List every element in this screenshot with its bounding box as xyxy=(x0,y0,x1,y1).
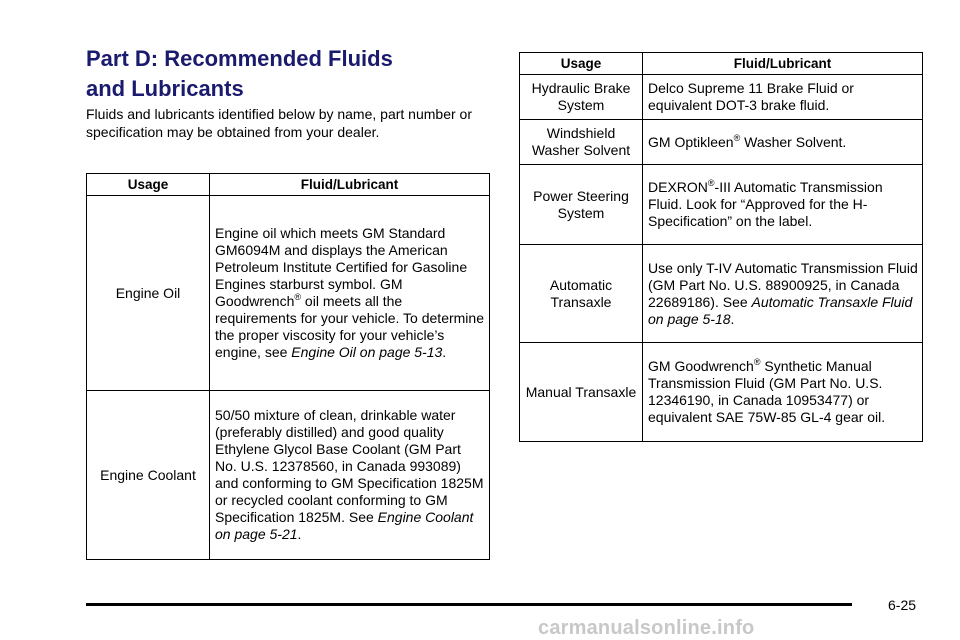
fluid-text: Synthetic Manual Transmission Fluid (GM Part No. U.S. 12346190, in Canada 10953477) or equivalent SAE 75W-85 GL-4 gear oil. xyxy=(648,358,886,425)
fluid-cell xyxy=(643,120,923,165)
fluid-text: DEXRON xyxy=(648,179,708,195)
fluid-text: oil meets all the requirements for your vehicle. To determine the proper viscosity for your vehicle’s engine, see xyxy=(215,293,484,360)
usage-cell: Hydraulic Brake System xyxy=(520,75,643,120)
title-line-2: and Lubricants xyxy=(86,76,244,101)
usage-cell: Automatic Transaxle xyxy=(520,245,643,343)
fluid-cell xyxy=(643,245,923,343)
table-row xyxy=(520,245,923,343)
title-line-1: Part D: Recommended Fluids xyxy=(86,46,393,71)
fluid-header: Fluid/Lubricant xyxy=(643,53,923,75)
fluid-text: -III Automatic Transmission Fluid. Look for “Approved for the H-Specification” on the label. xyxy=(648,179,883,229)
usage-cell: Engine Coolant xyxy=(87,391,210,560)
usage-cell: Engine Oil xyxy=(87,196,210,391)
page-reference: Automatic Transaxle Fluid on page 5-18 xyxy=(648,293,913,327)
table-header-row xyxy=(87,174,490,196)
fluid-text: Delco Supreme 11 Brake Fluid or equivalent DOT-3 brake fluid. xyxy=(648,80,854,113)
fluid-text: GM Goodwrench xyxy=(648,358,754,374)
fluid-text: . xyxy=(730,310,735,327)
table-row xyxy=(520,120,923,165)
fluid-cell xyxy=(643,165,923,245)
page-number: 6-25 xyxy=(888,597,917,613)
fluid-cell xyxy=(643,75,923,120)
fluid-text: Use only T-IV Automatic Transmission Fluid (GM Part No. U.S. 88900925, in Canada 22689186). See xyxy=(648,259,918,310)
table-row xyxy=(87,196,490,391)
intro-paragraph: Fluids and lubricants identified below by name, part number or specification may be obtained from your dealer. xyxy=(86,106,472,140)
table-row xyxy=(520,165,923,245)
table-header-row xyxy=(520,53,923,75)
table-row xyxy=(520,75,923,120)
page-title xyxy=(86,44,486,104)
usage-header: Usage xyxy=(87,174,210,196)
fluids-table-left xyxy=(86,173,490,560)
page-reference: Engine Oil on page 5-13 xyxy=(291,344,443,360)
table-row xyxy=(520,343,923,442)
fluids-table-right xyxy=(519,52,923,442)
usage-header: Usage xyxy=(520,53,643,75)
footer-rule xyxy=(86,603,852,606)
registered-mark: ® xyxy=(707,178,715,188)
fluid-cell xyxy=(210,196,490,391)
fluid-text: . xyxy=(297,526,302,542)
fluid-text: Engine oil which meets GM Standard GM6094M and displays the American Petroleum Institute Certified for Gasoline Engines starburst symbol. GM Goodwrench xyxy=(215,225,468,309)
fluid-cell xyxy=(210,391,490,560)
fluid-text: 50/50 mixture of clean, drinkable water (preferably distilled) and good quality Ethylene Glycol Base Coolant (GM Part No. U.S. 12378560, in Canada 993089) and conforming to GM Specification 1825M or recycled coolant conforming to GM Specification 1825M. See xyxy=(215,407,484,525)
usage-cell: Power Steering System xyxy=(520,165,643,245)
watermark: carmanualsonline.info xyxy=(538,617,755,639)
registered-mark: ® xyxy=(753,357,761,367)
table-row xyxy=(87,391,490,560)
page-reference: Engine Coolant on page 5-21 xyxy=(215,509,474,542)
fluid-header: Fluid/Lubricant xyxy=(210,174,490,196)
registered-mark: ® xyxy=(294,292,302,302)
registered-mark: ® xyxy=(733,132,741,143)
usage-cell: Windshield Washer Solvent xyxy=(520,120,643,165)
fluid-text: GM Optikleen xyxy=(648,133,734,150)
usage-cell: Manual Transaxle xyxy=(520,343,643,442)
fluid-text: Washer Solvent. xyxy=(740,133,847,150)
fluid-text: . xyxy=(442,344,447,360)
fluid-cell xyxy=(643,343,923,442)
